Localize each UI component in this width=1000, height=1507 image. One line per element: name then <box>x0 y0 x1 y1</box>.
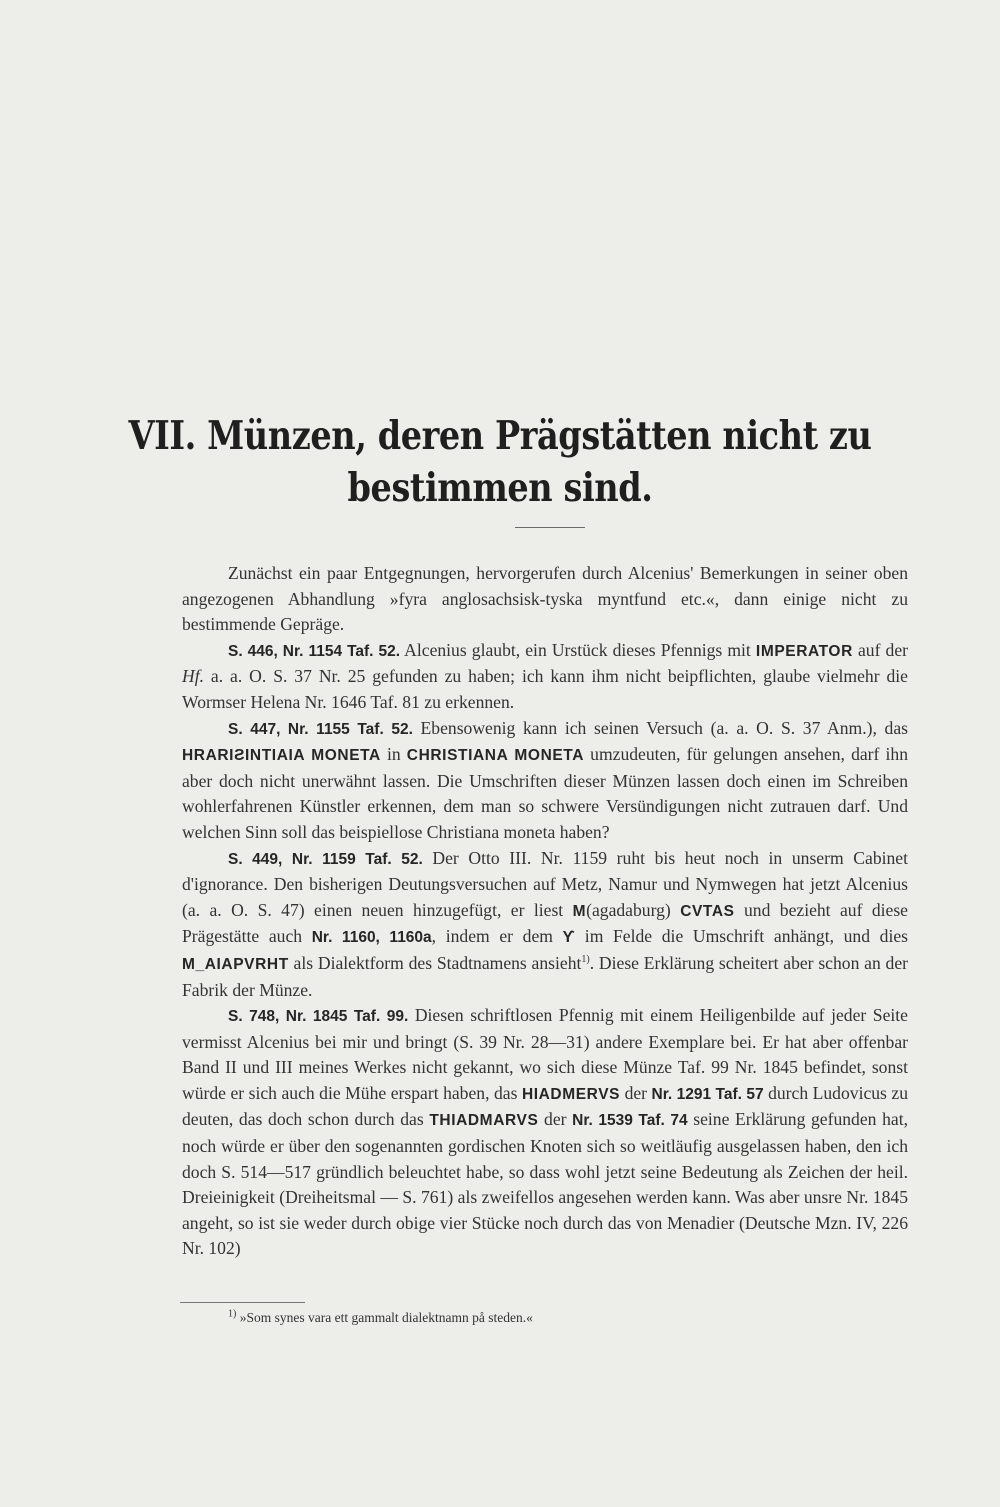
coin-reference: S. 446, Nr. 1154 Taf. 52. <box>228 642 401 660</box>
paragraph-text: auf der <box>852 639 908 660</box>
coin-legend: CHRISTIANA MONETA <box>406 747 585 765</box>
paragraph-text: und bezieht auf diese Prägestätte auch <box>182 899 908 947</box>
coin-legend: HIADMERVS <box>521 1085 621 1103</box>
paragraph-text: Ebensowenig kann ich seinen Versuch (a. a. O. S. 37 Anm.), das <box>412 717 909 738</box>
paragraph-text: umzudeuten, für gelungen ansehen, darf ihn aber doch nicht unerwähnt lassen. Die Umschriften dieser Münzen lassen doch einen im Schreiben wohlerfahrenen Künstler erkennen, dem man so schwere Versündigungen nicht zutrauen darf. Und welchen Sinn soll das beispiellose Christiana moneta haben? <box>182 744 908 842</box>
paragraph-text: . Diese Erklärung scheitert aber schon an der Fabrik der Münze. <box>182 952 908 1000</box>
paragraph-text: als Dialektform des Stadtnamens ansieht <box>288 952 582 973</box>
footnote-text: »Som synes vara ett gammalt dialektnamn på steden.« <box>236 1310 533 1325</box>
coin-legend: HRARIƧINTIAIA MONETA <box>182 747 381 765</box>
paragraph-text: der <box>538 1109 573 1130</box>
paragraph-1159 <box>182 846 908 1004</box>
coin-symbol: ϒ <box>562 929 576 947</box>
paragraph-text: , indem er dem <box>431 926 563 947</box>
paragraph-text: im Felde die Umschrift anhängt, und dies <box>575 926 909 947</box>
paragraph-text: a. a. O. S. 37 Nr. 25 gefunden zu haben; ich kann ihm nicht beipflichten, glaube vielmehr die Wormser Helena Nr. 1646 Taf. 81 zu erkennen. <box>182 666 908 712</box>
coin-reference: S. 748, Nr. 1845 Taf. 99. <box>228 1008 409 1026</box>
coin-reference: Nr. 1291 Taf. 57 <box>651 1085 764 1103</box>
coin-legend: THIADMARVS <box>429 1112 539 1130</box>
chapter-title-line-1: VII. Münzen, deren Prägstätten nicht zu <box>128 413 872 459</box>
coin-legend: IMPERATOR <box>755 642 853 660</box>
coin-legend: M <box>572 902 587 920</box>
coin-reference: Nr. 1160, 1160a <box>311 929 432 947</box>
paragraph-text: seine Erklärung gefunden hat, noch würde er über den sogenannten gordischen Knoten sich so weitläufig ausgelassen haben, den ich doch S. 514—517 gründlich beleuchtet habe, so dass wohl jetzt seine Bedeutung als Zeichen der heil. Dreieinigkeit (Dreiheitsmal — S. 761) als zweifellos angesehen werden kann. Was aber unsre Nr. 1845 angeht, so ist sie weder durch obige vier Stücke noch durch das von Menadier (Deutsche Mzn. IV, 226 Nr. 102) <box>182 1109 908 1259</box>
paragraph-text: (agadaburg) <box>586 899 681 920</box>
paragraph-text: Alcenius glaubt, ein Urstück dieses Pfennigs mit <box>400 639 756 660</box>
paragraph-text: in <box>380 744 407 765</box>
coin-legend: CVTAS <box>680 902 735 920</box>
paragraph-text: der <box>620 1082 652 1103</box>
paragraph-1155 <box>182 716 908 846</box>
footnote-separator-rule <box>180 1302 305 1303</box>
chapter-title <box>70 410 930 514</box>
paragraph-intro: Zunächst ein paar Entgegnungen, hervorgerufen durch Alcenius' Bemerkungen in seiner oben angezogenen Abhandlung »fyra anglosachsisk-tyska myntfund etc.«, dann einige nicht zu bestimmende Gepräge. <box>182 563 908 635</box>
body-text <box>182 561 908 1262</box>
paragraph-text: durch Ludovicus zu deuten, das doch schon durch das <box>182 1082 909 1130</box>
footnote <box>228 1310 533 1326</box>
paragraph-text: Diesen schriftlosen Pfennig mit einem Heiligenbilde auf jeder Seite vermisst Alcenius bei mir und bringt (S. 39 Nr. 28—31) andere Exemplare bei. Er hat aber offenbar Band II und III meines Werkes nicht gekannt, wo sich diese Münze Taf. 99 Nr. 1845 befindet, sonst würde er sich auch die Mühe erspart haben, das <box>182 1005 908 1103</box>
footnote-reference[interactable]: 1) <box>581 954 590 966</box>
paragraph-1154 <box>182 638 908 716</box>
coin-reference: S. 447, Nr. 1155 Taf. 52. <box>228 720 413 738</box>
paragraph-text: Der Otto III. Nr. 1159 ruht bis heut noch in unserm Cabinet d'ignorance. Den bisherigen Deutungsversuchen auf Metz, Namur und Nymwegen hat jetzt Alcenius (a. a. O. S. 47) einen neuen hinzugefügt, er liest <box>182 847 908 920</box>
coin-reference: Nr. 1539 Taf. 74 <box>572 1112 688 1130</box>
paragraph-1845 <box>182 1003 908 1262</box>
chapter-title-line-2: bestimmen sind. <box>347 465 653 511</box>
title-separator-rule <box>515 527 585 528</box>
coin-reference: S. 449, Nr. 1159 Taf. 52. <box>228 850 423 868</box>
footnote-mark: 1) <box>228 1308 237 1320</box>
coin-legend: M_AIAPVRHT <box>182 955 289 973</box>
abbreviation: Hf. <box>182 666 204 687</box>
